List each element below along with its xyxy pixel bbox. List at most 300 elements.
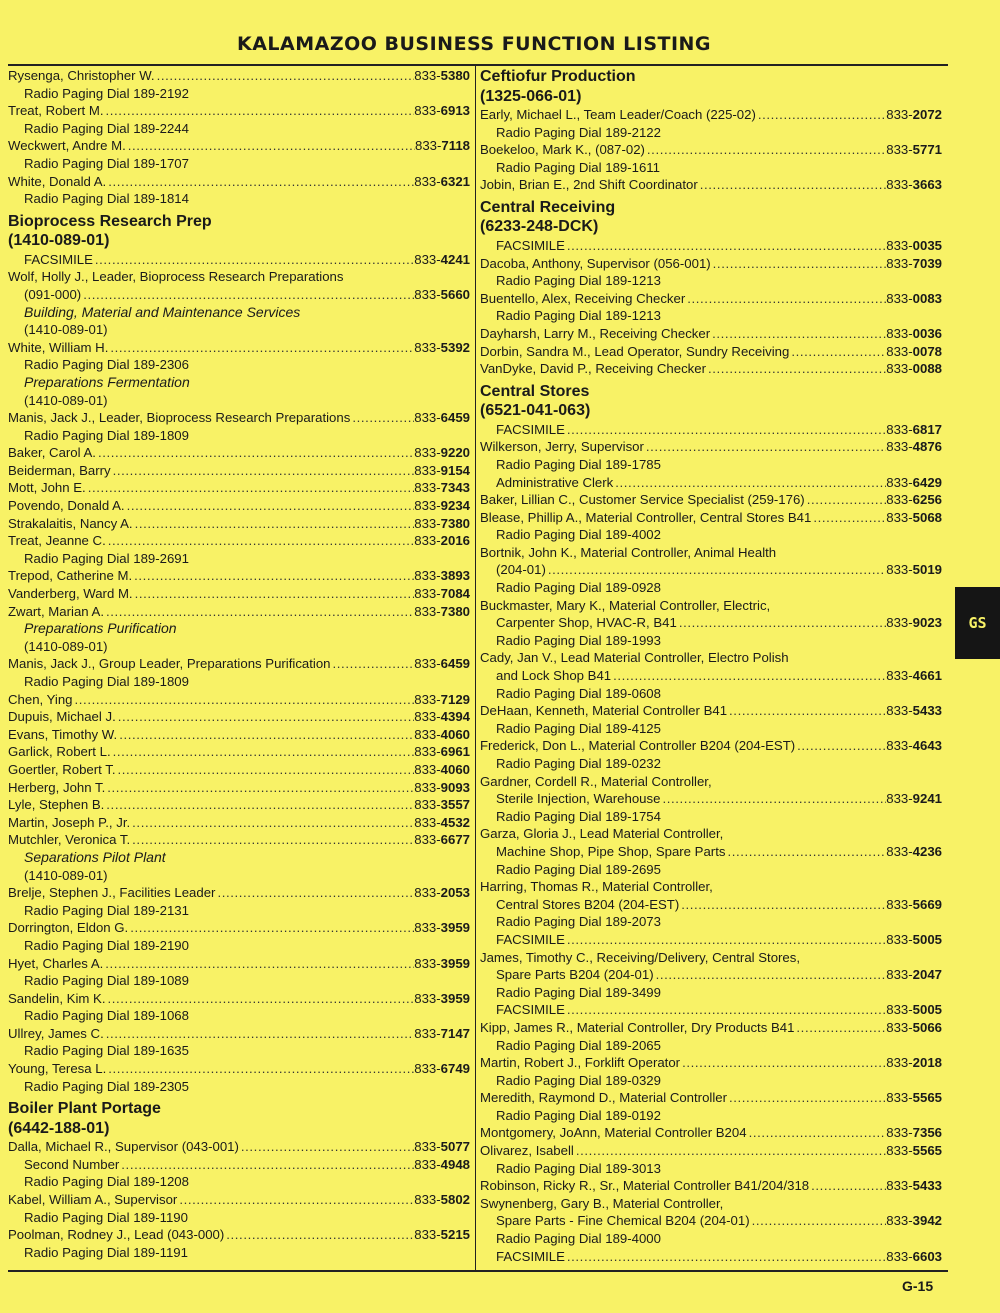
entry-detail: Radio Paging Dial 189-2695 [496, 861, 661, 877]
entry-name: White, William H. [8, 339, 109, 355]
dot-leader [132, 567, 414, 585]
dot-leader [565, 931, 886, 949]
directory-entry [480, 474, 942, 492]
directory-entry [480, 896, 942, 914]
entry-name: Dorrington, Eldon G. [8, 920, 129, 936]
entry-name: Martin, Robert J., Forklift Operator [480, 1055, 681, 1071]
directory-entry [480, 614, 942, 632]
phone-number[interactable]: 833-9023 [886, 615, 942, 631]
dot-leader [125, 497, 415, 515]
entry-detail: Radio Paging Dial 189-0329 [496, 1072, 661, 1088]
phone-number[interactable]: 833-0035 [886, 237, 942, 253]
phone-number[interactable]: 833-5433 [886, 1178, 942, 1194]
directory-entry [8, 1156, 470, 1174]
dot-leader [795, 737, 886, 755]
directory-entry [480, 1212, 942, 1230]
entry-detail: (1410-089-01) [24, 392, 108, 408]
phone-number[interactable]: 833-7039 [886, 255, 942, 271]
dot-leader [104, 102, 415, 120]
entry-name: Garlick, Robert L. [8, 744, 111, 760]
section-heading: Boiler Plant Portage [8, 1100, 161, 1118]
entry-name: Manis, Jack J., Group Leader, Preparations Purification [8, 656, 331, 672]
entry-name: FACSIMILE [496, 237, 565, 253]
entry-name: Rysenga, Christopher W. [8, 68, 155, 83]
entry-detail: Radio Paging Dial 189-0928 [496, 580, 661, 596]
entry-name: Strakalaitis, Nancy A. [8, 515, 133, 531]
dot-leader [106, 173, 414, 191]
subsection-heading: Separations Pilot Plant [24, 848, 166, 865]
dot-leader [155, 67, 415, 85]
directory-entry [8, 479, 470, 497]
directory-entry [8, 585, 470, 603]
section-code: (1325-066-01) [480, 87, 582, 105]
dot-leader [104, 1025, 415, 1043]
entry-name: Dorbin, Sandra M., Lead Operator, Sundry Receiving [480, 343, 790, 359]
directory-entry [8, 137, 470, 155]
phone-number[interactable]: 833-6459 [414, 410, 470, 426]
entry-name: Buentello, Alex, Receiving Checker [480, 290, 686, 306]
directory-entry [480, 667, 942, 685]
directory-entry [480, 790, 942, 808]
entry-detail: Radio Paging Dial 189-2131 [24, 902, 189, 918]
dot-leader [809, 1177, 886, 1195]
entry-name: Meredith, Raymond D., Material Controller [480, 1090, 727, 1106]
entry-name-line: Cady, Jan V., Lead Material Controller, Electro Polish [480, 650, 789, 666]
directory-entry [480, 141, 942, 159]
entry-name: FACSIMILE [496, 931, 565, 947]
entry-detail: Radio Paging Dial 189-1191 [24, 1244, 188, 1260]
dot-leader [677, 614, 886, 632]
phone-number[interactable]: 833-6256 [886, 492, 942, 508]
dot-leader [794, 1019, 886, 1037]
phone-number[interactable]: 833-3942 [886, 1213, 942, 1229]
entry-detail: Radio Paging Dial 189-1809 [24, 674, 189, 689]
phone-number[interactable]: 833-6913 [414, 103, 470, 119]
dot-leader [727, 1089, 886, 1107]
phone-number[interactable]: 833-5005 [886, 1002, 942, 1018]
entry-name: Treat, Robert M. [8, 103, 104, 119]
dot-leader [565, 1248, 886, 1266]
dot-leader [81, 286, 414, 304]
entry-detail: Radio Paging Dial 189-4000 [496, 1231, 661, 1247]
entry-detail: Radio Paging Dial 189-1785 [496, 456, 661, 472]
entry-detail: Radio Paging Dial 189-4125 [496, 720, 661, 736]
section-code: (6521-041-063) [480, 402, 591, 420]
phone-number[interactable]: 833-7118 [414, 138, 470, 154]
directory-entry [480, 1089, 942, 1107]
directory-entry [480, 1248, 942, 1266]
directory-entry [480, 421, 942, 439]
entry-name: Young, Teresa L. [8, 1061, 107, 1077]
directory-entry [480, 509, 942, 527]
entry-name: Beiderman, Barry [8, 462, 111, 478]
phone-number[interactable]: 833-0036 [886, 325, 942, 341]
dot-leader [725, 843, 886, 861]
directory-entry [480, 1177, 942, 1195]
page-number: G-15 [902, 1278, 934, 1294]
dot-leader [711, 255, 887, 273]
dot-leader [698, 176, 887, 194]
entry-name: Dacoba, Anthony, Supervisor (056-001) [480, 255, 711, 271]
dot-leader [789, 343, 886, 361]
phone-number[interactable]: 833-9220 [414, 445, 470, 461]
dot-leader [116, 708, 415, 726]
dot-leader [177, 1191, 414, 1209]
dot-leader [133, 515, 415, 533]
directory-entry [8, 532, 470, 550]
dot-leader [756, 106, 886, 124]
directory-entry [480, 176, 942, 194]
phone-number[interactable]: 833-6961 [414, 744, 470, 760]
dot-leader [133, 585, 415, 603]
entry-detail: Radio Paging Dial 189-1611 [496, 159, 660, 175]
entry-name: Administrative Clerk [496, 474, 614, 490]
directory-entry [8, 515, 470, 533]
dot-leader [706, 360, 886, 378]
entry-name: Kabel, William A., Supervisor [8, 1192, 178, 1208]
dot-leader [105, 779, 414, 797]
phone-number[interactable]: 833-0078 [886, 343, 942, 359]
phone-number[interactable]: 833-2047 [886, 967, 942, 983]
entry-name: Poolman, Rodney J., Lead (043-000) [8, 1227, 225, 1243]
column-divider [475, 64, 476, 1270]
directory-entry [8, 831, 470, 849]
dot-leader [660, 790, 886, 808]
directory-entry [8, 955, 470, 973]
phone-number[interactable]: 833-5019 [886, 562, 942, 578]
phone-number[interactable]: 833-6749 [414, 1061, 470, 1077]
directory-entry [480, 325, 942, 343]
directory-entry [8, 655, 470, 673]
directory-entry [480, 343, 942, 361]
dot-leader [750, 1212, 887, 1230]
entry-name: Zwart, Marian A. [8, 603, 105, 619]
phone-number[interactable]: 833-7356 [886, 1125, 942, 1141]
entry-name: Spare Parts - Fine Chemical B204 (204-01) [496, 1213, 750, 1229]
dot-leader [546, 561, 886, 579]
entry-name: Chen, Ying [8, 691, 73, 707]
entry-detail: Radio Paging Dial 189-1814 [24, 191, 189, 207]
entry-name: Evans, Timothy W. [8, 726, 118, 742]
dot-leader [128, 919, 414, 937]
entry-detail: Radio Paging Dial 189-2192 [24, 85, 189, 101]
entry-name: Montgomery, JoAnn, Material Controller B204 [480, 1125, 747, 1141]
phone-number[interactable]: 833-7129 [414, 691, 470, 707]
directory-entry [480, 966, 942, 984]
entry-name: Martin, Joseph P., Jr. [8, 814, 131, 830]
phone-number[interactable]: 833-5771 [886, 142, 942, 158]
top-rule [8, 64, 948, 66]
entry-detail: Radio Paging Dial 189-2691 [24, 550, 189, 566]
directory-entry [480, 1054, 942, 1072]
phone-number[interactable]: 833-9154 [414, 462, 470, 478]
dot-leader [565, 237, 886, 255]
directory-entry [480, 106, 942, 124]
phone-number[interactable]: 833-5802 [414, 1192, 470, 1208]
entry-name-line: Buckmaster, Mary K., Material Controller, Electric, [480, 597, 771, 613]
phone-number[interactable]: 833-6321 [414, 173, 470, 189]
dot-leader [126, 137, 415, 155]
entry-name-line: Garza, Gloria J., Lead Material Controller, [480, 826, 724, 842]
phone-number[interactable]: 833-2018 [886, 1055, 942, 1071]
phone-number[interactable]: 833-5380 [414, 68, 470, 83]
directory-entry [480, 255, 942, 273]
subsection-heading: Preparations Purification [24, 620, 177, 637]
phone-number[interactable]: 833-6677 [414, 832, 470, 848]
dot-leader [215, 884, 414, 902]
directory-entry [8, 286, 470, 304]
phone-number[interactable]: 833-7343 [414, 480, 470, 496]
entry-detail: Radio Paging Dial 189-1068 [24, 1008, 189, 1024]
entry-detail: Radio Paging Dial 189-3013 [496, 1160, 661, 1176]
phone-number[interactable]: 833-5077 [414, 1139, 470, 1155]
entry-detail: Radio Paging Dial 189-1190 [24, 1209, 188, 1225]
directory-entry [8, 796, 470, 814]
left-column [8, 67, 470, 1261]
entry-name: Lyle, Stephen B. [8, 797, 105, 813]
dot-leader [86, 479, 415, 497]
phone-number[interactable]: 833-4241 [414, 251, 470, 267]
directory-entry [480, 1001, 942, 1019]
directory-entry [480, 737, 942, 755]
directory-entry [8, 919, 470, 937]
dot-leader [116, 761, 415, 779]
directory-entry [8, 1226, 470, 1244]
phone-number[interactable]: 833-5660 [414, 286, 470, 302]
entry-detail: Radio Paging Dial 189-1213 [496, 308, 661, 324]
entry-name: Hyet, Charles A. [8, 955, 104, 971]
entry-name: Ullrey, James C. [8, 1025, 104, 1041]
directory-entry [480, 491, 942, 509]
phone-number[interactable]: 833-5565 [886, 1143, 942, 1159]
phone-number[interactable]: 833-7380 [414, 603, 470, 619]
entry-name: Goertler, Robert T. [8, 761, 116, 777]
section-code: (6442-188-01) [8, 1119, 110, 1137]
phone-number[interactable]: 833-7380 [414, 515, 470, 531]
entry-detail: Radio Paging Dial 189-2073 [496, 914, 661, 930]
phone-number[interactable]: 833-4661 [886, 668, 942, 684]
phone-number[interactable]: 833-3663 [886, 177, 942, 193]
entry-name: DeHaan, Kenneth, Material Controller B41 [480, 703, 728, 719]
dot-leader [130, 831, 414, 849]
entry-detail: Radio Paging Dial 189-1635 [24, 1043, 189, 1059]
entry-name: Brelje, Stephen J., Facilities Leader [8, 885, 216, 901]
entry-detail: Radio Paging Dial 189-4002 [496, 527, 661, 543]
entry-name: (091-000) [24, 286, 82, 302]
phone-number[interactable]: 833-2072 [886, 107, 942, 122]
phone-number[interactable]: 833-9234 [414, 498, 470, 514]
directory-entry [8, 1025, 470, 1043]
phone-number[interactable]: 833-7147 [414, 1025, 470, 1041]
entry-name: Blease, Phillip A., Material Controller, Central Stores B41 [480, 509, 812, 525]
entry-detail: (1410-089-01) [24, 867, 108, 883]
dot-leader [103, 955, 414, 973]
entry-name: FACSIMILE [496, 1248, 565, 1264]
subsection-heading: Building, Material and Maintenance Services [24, 303, 301, 320]
entry-detail: (1410-089-01) [24, 322, 108, 338]
dot-leader [96, 444, 414, 462]
phone-number[interactable]: 833-4643 [886, 738, 942, 754]
entry-name: Treat, Jeanne C. [8, 533, 106, 549]
entry-name: Frederick, Don L., Material Controller B204 (204-EST) [480, 738, 796, 754]
phone-number[interactable]: 833-7084 [414, 586, 470, 602]
entry-name: Boekeloo, Mark K., (087-02) [480, 142, 645, 158]
directory-entry [8, 603, 470, 621]
dot-leader [104, 603, 414, 621]
phone-number[interactable]: 833-5066 [886, 1019, 942, 1035]
directory-entry [8, 251, 470, 269]
phone-number[interactable]: 833-4060 [414, 726, 470, 742]
entry-name: Trepod, Catherine M. [8, 568, 133, 584]
page-title: KALAMAZOO BUSINESS FUNCTION LISTING [236, 33, 712, 55]
entry-name: Jobin, Brian E., 2nd Shift Coordinator [480, 177, 698, 193]
entry-name: Dalla, Michael R., Supervisor (043-001) [8, 1139, 239, 1155]
entry-name-line: Bortnik, John K., Material Controller, Animal Health [480, 544, 777, 560]
phone-number[interactable]: 833-5215 [414, 1227, 470, 1243]
dot-leader [106, 1060, 414, 1078]
entry-detail: Radio Paging Dial 189-2306 [24, 357, 189, 373]
directory-entry [480, 1124, 942, 1142]
directory-entry [8, 990, 470, 1008]
phone-number[interactable]: 833-4394 [414, 709, 470, 725]
phone-number[interactable]: 833-5005 [886, 931, 942, 947]
directory-entry [480, 290, 942, 308]
dot-leader [106, 990, 415, 1008]
phone-number[interactable]: 833-3959 [414, 955, 470, 971]
directory-entry [480, 931, 942, 949]
phone-number[interactable]: 833-9241 [886, 791, 942, 807]
section-heading: Central Stores [480, 382, 590, 400]
phone-number[interactable]: 833-9093 [414, 779, 470, 795]
phone-number[interactable]: 833-5068 [886, 509, 942, 525]
phone-number[interactable]: 833-2053 [414, 885, 470, 901]
dot-leader [73, 691, 415, 709]
entry-detail: Radio Paging Dial 189-2190 [24, 937, 189, 953]
entry-name: VanDyke, David P., Receiving Checker [480, 361, 707, 377]
entry-detail: Radio Paging Dial 189-2305 [24, 1078, 189, 1094]
dot-leader [111, 462, 415, 480]
entry-name: Dupuis, Michael J. [8, 709, 116, 725]
entry-detail: Radio Paging Dial 189-0192 [496, 1107, 661, 1123]
phone-number[interactable]: 833-0083 [886, 290, 942, 306]
directory-entry [8, 67, 470, 85]
entry-name: FACSIMILE [24, 251, 93, 267]
entry-name: Carpenter Shop, HVAC-R, B41 [496, 615, 677, 631]
phone-number[interactable]: 833-4948 [414, 1156, 470, 1172]
entry-name: Wilkerson, Jerry, Supervisor [480, 439, 644, 455]
dot-leader [117, 726, 414, 744]
dot-leader [104, 796, 414, 814]
dot-leader [685, 290, 886, 308]
phone-number[interactable]: 833-4532 [414, 814, 470, 830]
phone-number[interactable]: 833-5392 [414, 339, 470, 355]
phone-number[interactable]: 833-4060 [414, 761, 470, 777]
directory-entry [8, 779, 470, 797]
directory-entry [8, 462, 470, 480]
directory-entry [480, 1142, 942, 1160]
phone-number[interactable]: 833-5565 [886, 1090, 942, 1106]
phone-number[interactable]: 833-2016 [414, 533, 470, 549]
entry-name: Central Stores B204 (204-EST) [496, 896, 680, 912]
entry-name: Manis, Jack J., Leader, Bioprocess Research Preparations [8, 410, 351, 426]
right-column [480, 67, 942, 1265]
directory-entry [8, 173, 470, 191]
phone-number[interactable]: 833-6603 [886, 1248, 942, 1264]
dot-leader [811, 509, 886, 527]
phone-number[interactable]: 833-0088 [886, 361, 942, 377]
entry-name: Weckwert, Andre M. [8, 138, 126, 154]
entry-detail: Radio Paging Dial 189-1213 [496, 273, 661, 289]
dot-leader [565, 1001, 886, 1019]
phone-number[interactable]: 833-5433 [886, 703, 942, 719]
directory-entry [8, 761, 470, 779]
entry-name: FACSIMILE [496, 1002, 565, 1018]
phone-number[interactable]: 833-6429 [886, 474, 942, 490]
dot-leader [224, 1226, 414, 1244]
dot-leader [611, 667, 886, 685]
entry-name: Sandelin, Kim K. [8, 990, 106, 1006]
directory-entry [8, 102, 470, 120]
entry-name: Vanderberg, Ward M. [8, 586, 133, 602]
section-code: (1410-089-01) [8, 232, 110, 250]
entry-detail: Radio Paging Dial 189-2065 [496, 1037, 661, 1053]
dot-leader [613, 474, 886, 492]
phone-number[interactable]: 833-6817 [886, 421, 942, 437]
section-heading: Ceftiofur Production [480, 68, 636, 85]
phone-number[interactable]: 833-3959 [414, 920, 470, 936]
phone-number[interactable]: 833-3959 [414, 990, 470, 1006]
entry-name-line: Harring, Thomas R., Material Controller, [480, 879, 713, 895]
section-tab-gs[interactable]: GS [955, 587, 1000, 659]
phone-number[interactable]: 833-3893 [414, 568, 470, 584]
entry-detail: Radio Paging Dial 189-0608 [496, 685, 661, 701]
directory-entry [480, 843, 942, 861]
phone-number[interactable]: 833-3557 [414, 797, 470, 813]
directory-entry [8, 444, 470, 462]
directory-entry [480, 360, 942, 378]
entry-name: and Lock Shop B41 [496, 668, 612, 684]
directory-entry [8, 1060, 470, 1078]
phone-number[interactable]: 833-4876 [886, 439, 942, 455]
phone-number[interactable]: 833-6459 [414, 656, 470, 672]
entry-detail: Radio Paging Dial 189-2122 [496, 124, 661, 140]
entry-detail: Radio Paging Dial 189-0232 [496, 756, 661, 771]
entry-detail: (1410-089-01) [24, 638, 108, 654]
dot-leader [106, 532, 415, 550]
directory-entry [8, 1191, 470, 1209]
dot-leader [93, 251, 414, 269]
dot-leader [805, 491, 887, 509]
directory-entry [8, 884, 470, 902]
directory-entry [480, 438, 942, 456]
phone-number[interactable]: 833-5669 [886, 896, 942, 912]
dot-leader [679, 896, 886, 914]
directory-entry [480, 702, 942, 720]
phone-number[interactable]: 833-4236 [886, 843, 942, 859]
dot-leader [574, 1142, 886, 1160]
entry-name: Kipp, James R., Material Controller, Dry Products B41 [480, 1019, 795, 1035]
directory-entry [480, 1019, 942, 1037]
section-code: (6233-248-DCK) [480, 218, 599, 236]
entry-detail: Radio Paging Dial 189-2244 [24, 120, 189, 136]
section-heading: Central Receiving [480, 198, 616, 216]
dot-leader [239, 1138, 414, 1156]
entry-name: (204-01) [496, 562, 546, 578]
entry-name-line: Gardner, Cordell R., Material Controller, [480, 773, 712, 789]
subsection-heading: Preparations Fermentation [24, 373, 190, 390]
dot-leader [331, 655, 415, 673]
directory-entry [8, 814, 470, 832]
